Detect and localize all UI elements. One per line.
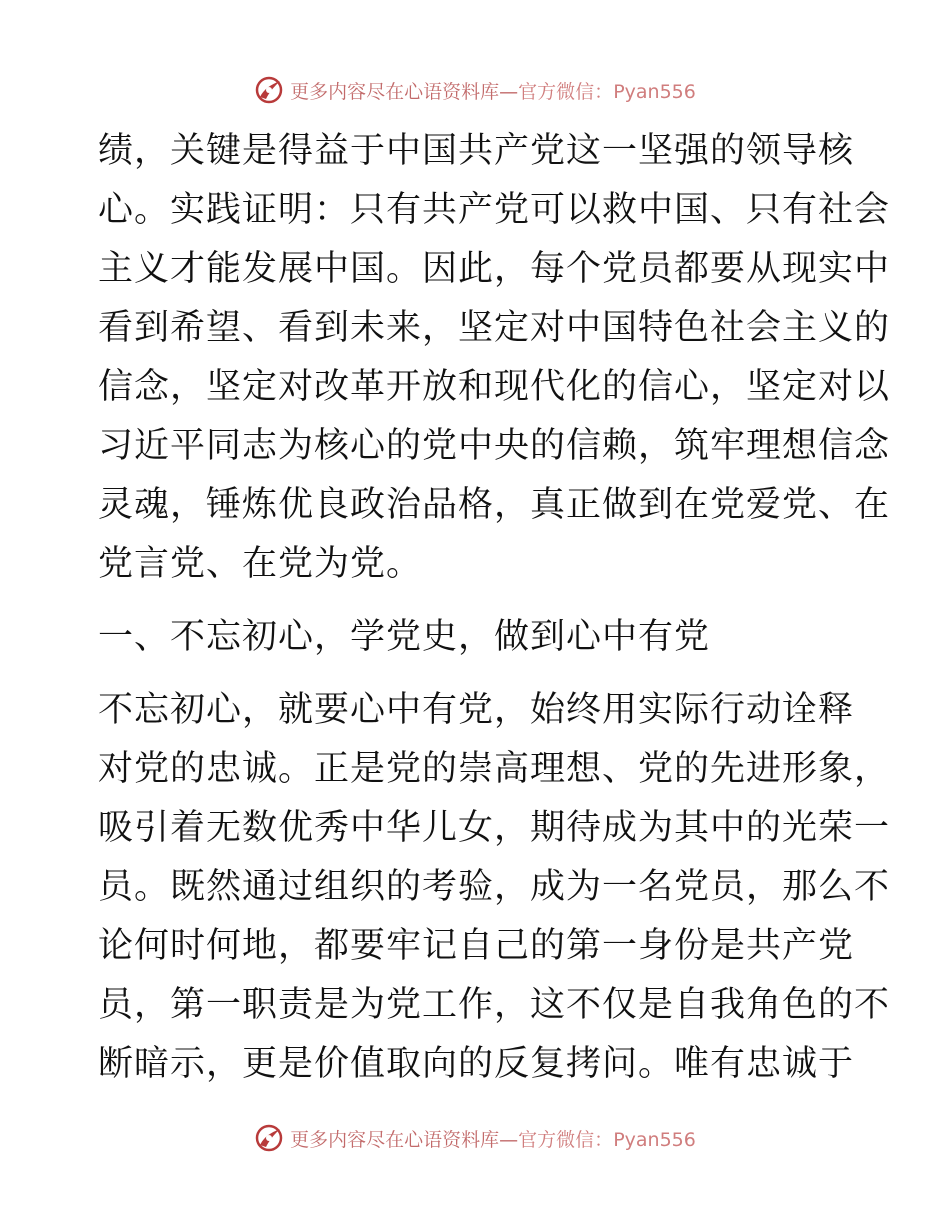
paragraph-intro: [98, 122, 891, 594]
text-line: 不忘初心，就要心中有党，始终用实际行动诠释: [98, 690, 855, 730]
text-line: 习近平同志为核心的党中央的信赖，筑牢理想信念: [98, 426, 891, 466]
text-line: 信念，坚定对改革开放和现代化的信心，坚定对以: [98, 367, 891, 407]
text-line: 党言党、在党为党。: [98, 544, 423, 584]
text-line: 员。既然通过组织的考验，成为一名党员，那么不: [98, 867, 891, 907]
footer-watermark: [0, 1118, 950, 1158]
text-line: 对党的忠诚。正是党的崇高理想、党的先进形象，: [98, 749, 891, 789]
text-line: 绩，关键是得益于中国共产党这一坚强的领导核: [98, 131, 855, 171]
watermark-text: 更多内容尽在心语资料库—官方微信：Pyan556: [290, 1128, 696, 1151]
document-body: [98, 122, 891, 1094]
text-line: 论何时何地，都要牢记自己的第一身份是共产党: [98, 926, 855, 966]
text-line: 灵魂，锤炼优良政治品格，真正做到在党爱党、在: [98, 485, 891, 525]
text-line: 心。实践证明：只有共产党可以救中国、只有社会: [98, 190, 891, 230]
text-line: 断暗示，更是价值取向的反复拷问。唯有忠诚于: [98, 1044, 855, 1084]
text-line: 吸引着无数优秀中华儿女，期待成为其中的光荣一: [98, 808, 891, 848]
logo-icon: [254, 75, 284, 105]
header-watermark: [0, 70, 950, 110]
text-line: 看到希望、看到未来，坚定对中国特色社会主义的: [98, 308, 891, 348]
text-line: 主义才能发展中国。因此，每个党员都要从现实中: [98, 249, 891, 289]
logo-icon: [254, 1123, 284, 1153]
paragraph-section-one: [98, 681, 891, 1094]
text-line: 员，第一职责是为党工作，这不仅是自我角色的不: [98, 985, 891, 1025]
section-heading: 一、不忘初心，学党史，做到心中有党: [98, 617, 711, 657]
watermark-text: 更多内容尽在心语资料库—官方微信：Pyan556: [290, 80, 696, 103]
